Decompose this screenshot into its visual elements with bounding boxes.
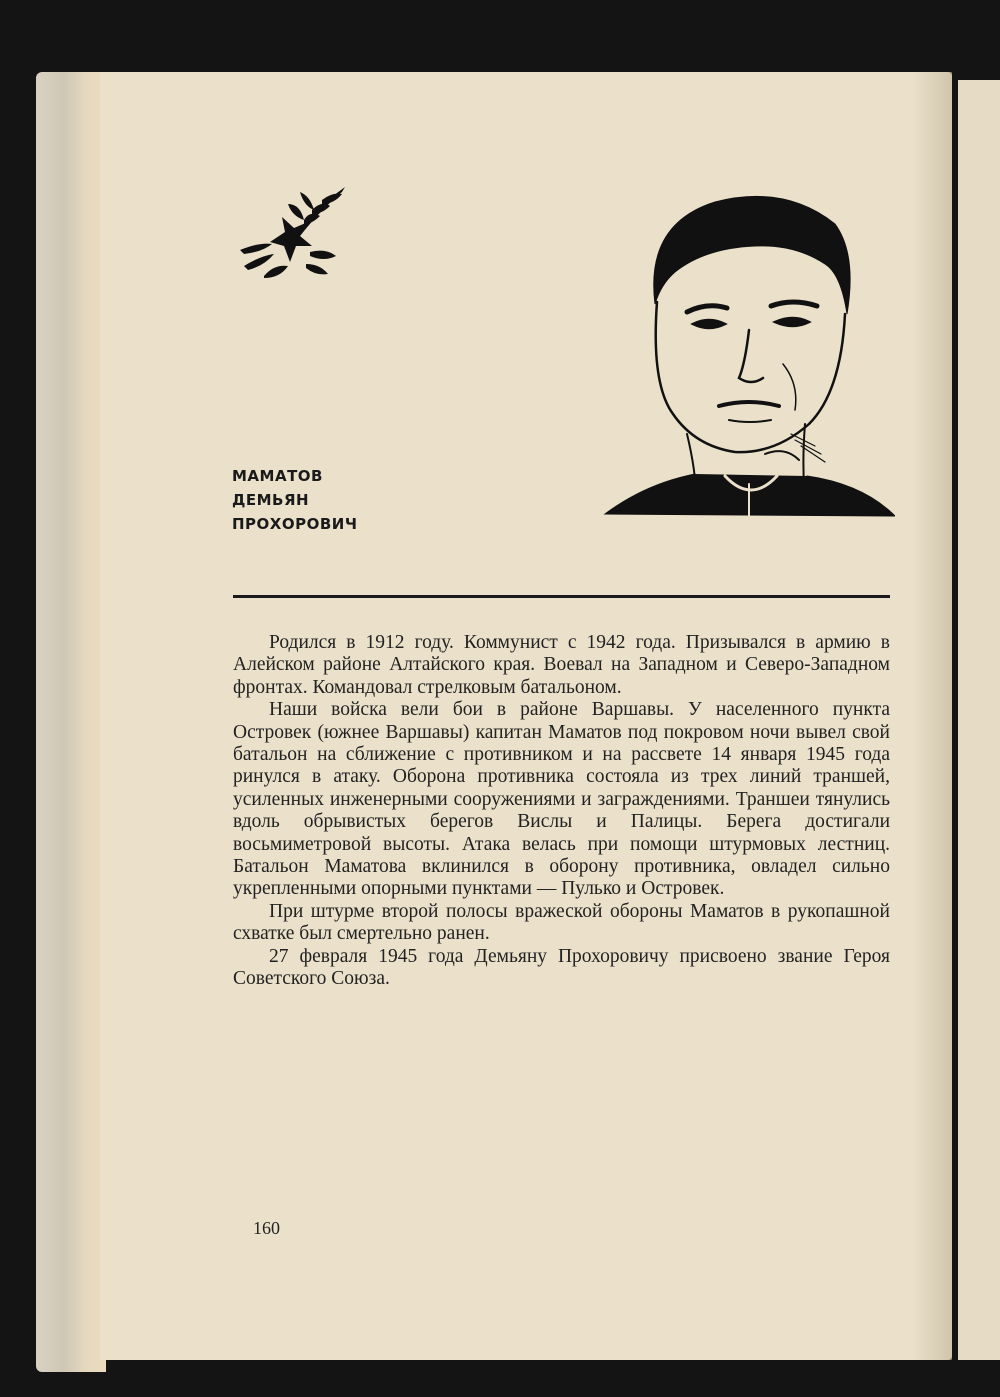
portrait-illustration xyxy=(595,184,895,534)
paragraph: Родился в 1912 году. Коммунист с 1942 года. Призывался в армию в Алейском районе Алтайского края. Воевал на Западном и Северо-Западном фронтах. Командовал стрелковым батальоном. xyxy=(233,632,890,698)
book-page xyxy=(100,72,952,1360)
hero-name-block xyxy=(232,464,357,536)
book-page-edges xyxy=(36,72,106,1372)
page-number: 160 xyxy=(253,1218,280,1238)
paragraph: Наши войска вели бои в районе Варшавы. У населенного пункта Островек (южнее Варшавы) капитан Маматов под покровом ночи вывел свой батальон на сближение с противником и на рассвете 14 января 1945 года ринулся в атаку. Оборона противника состояла из трех линий траншей, усиленных инженерными сооружениями и заграждениями. Траншеи тянулись вдоль обрывистых берегов Вислы и Палицы. Берега достигали восьмиметровой высоты. Атака велась при помощи штурмовых лестниц. Батальон Маматова вклинился в оборону противника, овладел сильно укрепленными опорными пунктами — Пулько и Островек. xyxy=(233,699,890,900)
horizontal-rule xyxy=(233,595,890,598)
hero-first-name: ДЕМЬЯН xyxy=(232,491,310,509)
hero-patronymic: ПРОХОРОВИЧ xyxy=(232,515,358,533)
paragraph: 27 февраля 1945 года Демьяну Прохоровичу присвоено звание Героя Советского Союза. xyxy=(233,945,890,990)
biography-text xyxy=(233,632,890,991)
paragraph: При штурме второй полосы вражеской обороны Маматов в рукопашной схватке был смертельно ранен. xyxy=(233,900,890,945)
hero-surname: МАМАТОВ xyxy=(232,467,323,485)
star-laurel-emblem-icon xyxy=(230,182,350,292)
adjacent-page-strip xyxy=(958,80,1000,1360)
